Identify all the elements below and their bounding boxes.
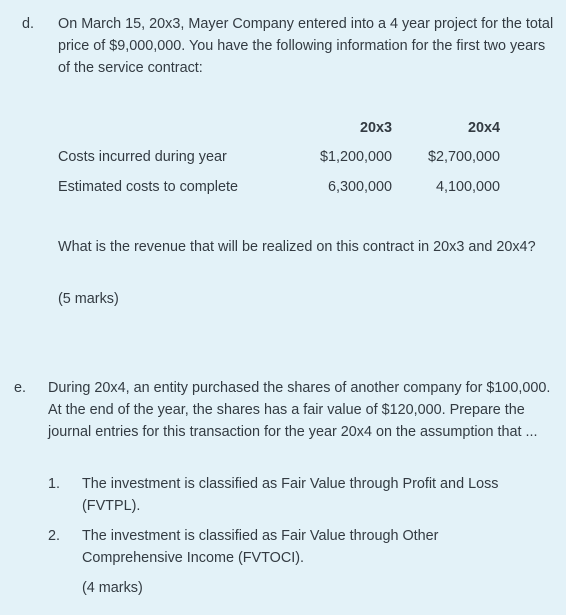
table-cell: 6,300,000 (327, 179, 392, 195)
table-cell: 4,100,000 (435, 179, 500, 195)
list-item-number: 2. (48, 528, 61, 544)
question-d-label: d. (22, 16, 35, 32)
list-item: The investment is classified as Fair Value through Profit and Loss (FVTPL). (82, 476, 499, 514)
question-d-marks: (5 marks) (58, 291, 119, 307)
question-e-marks: (4 marks) (82, 580, 143, 596)
list-item-number: 1. (48, 476, 61, 492)
table-header-20x3: 20x3 (359, 120, 392, 136)
question-e-intro: During 20x4, an entity purchased the shares of another company for $100,000. At the end of the year, the shares has a fair value of $120,000. Prepare the journal entries for this transaction for the year 20x4 on the assumption that ... (48, 380, 551, 440)
table-cell: $2,700,000 (427, 149, 500, 165)
question-e-label: e. (14, 380, 27, 396)
table-cell: $1,200,000 (319, 149, 392, 165)
table-header-20x4: 20x4 (467, 120, 500, 136)
question-d-prompt: What is the revenue that will be realized on this contract in 20x3 and 20x4? (58, 239, 536, 255)
question-d-intro: On March 15, 20x3, Mayer Company entered into a 4 year project for the total price of $9,000,000. You have the following information for the first two years of the service contract: (58, 16, 554, 76)
table-row-label: Costs incurred during year (58, 149, 227, 165)
table-row-label: Estimated costs to complete (58, 179, 238, 195)
list-item: The investment is classified as Fair Value through Other Comprehensive Income (FVTOCI). (82, 528, 439, 566)
